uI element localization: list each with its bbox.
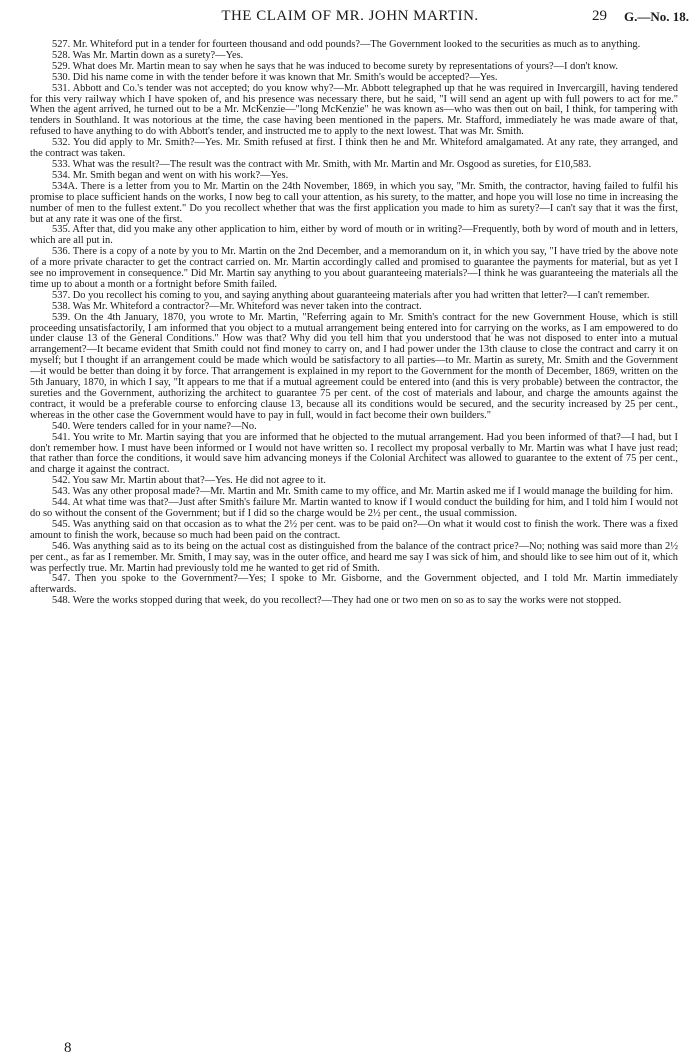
paragraph-546: 546. Was anything said as to its being on the actual cost as distinguished from the balance of the contract price?—No; nothing was said more than 2½ per cent., as far as I remember. Mr. Smith, I may say, was in the outer office, and heard me say I was sick of him, and should like to see him out of it, which was perfectly true. Mr. Martin had previously told me he wanted to get rid of Smith.: [30, 540, 678, 574]
paragraph-533: 533. What was the result?—The result was the contract with Mr. Smith, with Mr. Martin and Mr. Osgood as sureties, for £10,583.: [52, 158, 592, 170]
paragraph-534: 534. Mr. Smith began and went on with his work?—Yes.: [52, 169, 289, 181]
paragraph-538: 538. Was Mr. Whiteford a contractor?—Mr. Whiteford was never taken into the contract.: [52, 300, 422, 312]
paragraph-547: 547. Then you spoke to the Government?—Yes; I spoke to Mr. Gisborne, and the Government objected, and I told Mr. Martin immediately afterwards.: [30, 573, 678, 596]
page-number: 29: [592, 8, 607, 24]
testimony-body: [30, 40, 678, 607]
paragraph-539: 539. On the 4th January, 1870, you wrote to Mr. Martin, "Referring again to Mr. Smith's contract for the new Government House, which is still proceeding unsatisfactorily, I am informed that you object to a mutual arrangement being entered into for carrying on the works, as I am empowered to do under clause 13 of the General Conditions." How was that? Why did you tell him that you understood that he was not disposed to enter into a mutual arrangement?—It became evident that Smith could not find money to carry on, and I had power under the 13th clause to close the contract and carry it on myself; but I thought if an arrangement could be made which would be satisfactory to all parties—to Mr. Martin as surety, Mr. Smith and the Government—it would be better than doing it by force. That arrangement is explained in my report to the Government for the month of December, 1869, written on the 5th January, 1870, in which I say, "It appears to me that if a mutual agreement could be entered into (and this is very probable) between the contractor, the sureties and the Government, authorizing the architect to guarantee 75 per cent. of the cost of materials and labour, and charge the amounts against the contract, it would be a preferable course to enforcing clause 13, because all its conditions would be secured, and the security increased by 25 per cent., whereas in the other case the Government would have to pay in full, would in fact become their own builders.": [30, 311, 678, 421]
page-header: [0, 6, 700, 28]
paragraph-532: 532. You did apply to Mr. Smith?—Yes. Mr. Smith refused at first. I think then he and Mr. Whiteford amalgamated. At any rate, they arranged, and the contract was taken.: [30, 137, 678, 160]
paragraph-544: 544. At what time was that?—Just after Smith's failure Mr. Martin wanted to know if I would conduct the building for him, and I told him I would not do so without the consent of the Government; but if I did so the charge would be 2½ per cent., the usual commission.: [30, 497, 678, 519]
paragraph-543: 543. Was any other proposal made?—Mr. Martin and Mr. Smith came to my office, and Mr. Martin asked me if I would manage the building for him.: [52, 486, 673, 498]
paragraph-545: 545. Was anything said on that occasion as to what the 2½ per cent. was to be paid on?—On what it would cost to finish the work. There was a fixed amount to finish the work, because so much had been paid on the contract.: [30, 518, 678, 541]
document-reference: G.—No. 18.: [624, 9, 689, 24]
signature-mark: 8: [64, 1040, 72, 1056]
paragraph-541: 541. You write to Mr. Martin saying that you are informed that he objected to the mutual arrangement. Had you been informed of that?—I had, but I don't remember how. I must have been informed or I would not have written so. I recollect my proposal verbally to Mr. Martin was what I have just read; that rather than force the conditions, it would save him advancing moneys if the Colonial Architect was allowed to guarantee to the extent of 75 per cent., and charge it against the contract.: [30, 431, 678, 476]
paragraph-531: 531. Abbott and Co.'s tender was not accepted; do you know why?—Mr. Abbott telegraphed up that he was required in Invercargill, having tendered for this very railway which I have spoken of, and his presence was necessary there, but he said, "I will send an agent up with full powers to act for me." When the agent arrived, he turned out to be a Mr. McKenzie—"long McKenzie" he was known as—who was then out on bail, I think, for tampering with tenders in Southland. It was notorious at the time, the case having been mentioned in the papers. Mr. Stafford, immediately he was made aware of that, refused to have anything to do with Abbott's tender, and instructed me to apply to the next lowest. That was Mr. Smith.: [30, 82, 678, 138]
paragraph-540: 540. Were tenders called for in your name?—No.: [52, 420, 257, 432]
paragraph-535: 535. After that, did you make any other application to him, either by word of mouth or in writing?—Frequently, both by word of mouth and in letters, which are all put in.: [30, 224, 678, 247]
paragraph-527: 527. Mr. Whiteford put in a tender for fourteen thousand and odd pounds?—The Government looked to the securities as much as to anything.: [52, 39, 641, 50]
paragraph-529: 529. What does Mr. Martin mean to say when he says that he was induced to become surety by representations of yours?—I don't know.: [52, 60, 619, 72]
paragraph-536: 536. There is a copy of a note by you to Mr. Martin on the 2nd December, and a memorandum on it, in which you say, "I have tried by the above note of a more private character to get the contract carried on. Mr. Martin accordingly called and promised to guarantee the payments for material, but as yet I see no improvement in consequence." Did Mr. Martin say anything to you about guaranteeing materials?—I think he was guaranteeing the materials all the time up to about a month or a fortnight before Smith failed.: [30, 246, 678, 290]
paragraph-537: 537. Do you recollect his coming to you, and saying anything about guaranteeing materials after you had written that letter?—I can't remember.: [52, 289, 650, 301]
paragraph-528: 528. Was Mr. Martin down as a surety?—Yes.: [52, 49, 244, 61]
paragraph-534a: 534A. There is a letter from you to Mr. Martin on the 24th November, 1869, in which you say, "Mr. Smith, the contractor, having failed to fulfil his promise to place sufficient hands on the works, I now beg to call your attention, as his surety, to the matter, and hope you will lose no time in increasing the number of men to the fullest extent." Do you recollect whether that was the first application you made to him as surety?—I can't say that it was the first, but at any rate it was one of the first.: [30, 180, 678, 225]
page-title: THE CLAIM OF MR. JOHN MARTIN.: [221, 8, 479, 24]
paragraph-548: 548. Were the works stopped during that week, do you recollect?—They had one or two men on so as to say the works were not stopped.: [52, 595, 622, 607]
paragraph-530: 530. Did his name come in with the tender before it was known that Mr. Smith's would be accepted?—Yes.: [52, 71, 498, 83]
paragraph-542: 542. You saw Mr. Martin about that?—Yes. He did not agree to it.: [52, 475, 326, 487]
